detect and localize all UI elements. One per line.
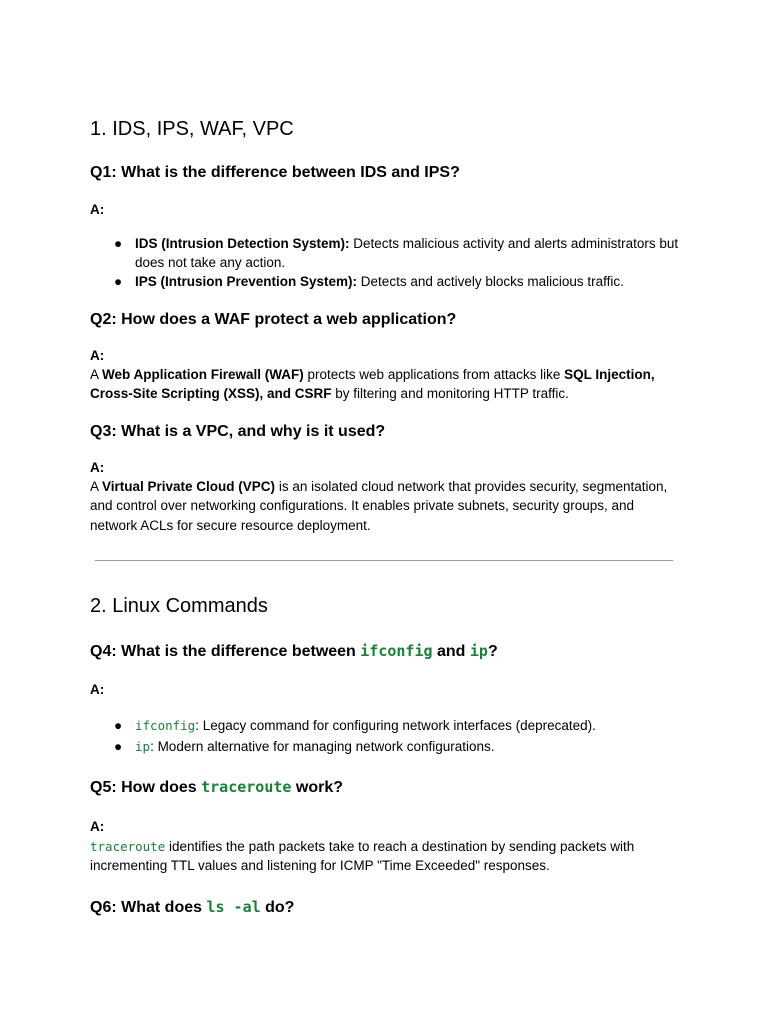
answer-text-q3: [90, 477, 680, 535]
answer-text-q5: [90, 837, 680, 876]
question-text-part: ?: [487, 643, 498, 660]
answer-text-part: A: [90, 367, 103, 382]
section-title-ids-ips-waf-vpc: 1. IDS, IPS, WAF, VPC: [90, 118, 294, 140]
code-traceroute: traceroute: [201, 778, 292, 796]
bullet-icon: ●: [114, 739, 123, 754]
bullet-icon: ●: [114, 718, 123, 733]
code-ifconfig: ifconfig: [360, 642, 433, 660]
code-traceroute: traceroute: [90, 839, 166, 854]
answer-text-part: by filtering and monitoring HTTP traffic.: [331, 386, 569, 402]
answer-text-part: is an isolated cloud network that provides security, segmentation, and control over networking configurations. It enables private subnets, security groups, and network ACLs for secure resource deployment.: [90, 479, 668, 533]
list-item: [90, 234, 680, 272]
definition-ifconfig: : Legacy command for configuring network interfaces (deprecated).: [195, 718, 596, 733]
list-item: [90, 716, 680, 735]
answer-text-part: A: [90, 479, 103, 494]
question-text-part: Q6: What does: [90, 899, 207, 916]
question-text-part: Q5: How does: [90, 779, 202, 796]
attack-types: SQL Injection, Cross-Site Scripting (XSS), and CSRF: [90, 367, 655, 402]
code-ls-al: ls -al: [206, 898, 261, 916]
section-title-linux-commands: 2. Linux Commands: [90, 595, 268, 617]
bullet-icon: ●: [114, 236, 123, 251]
term-ids: IDS (Intrusion Detection System):: [135, 236, 350, 251]
question-q5: [90, 777, 343, 798]
term-ips: IPS (Intrusion Prevention System):: [135, 274, 358, 289]
question-q2: Q2: How does a WAF protect a web application?: [90, 311, 457, 328]
list-item: [90, 737, 680, 756]
answer-text-part: protects web applications from attacks like: [303, 367, 565, 382]
term-vpc: Virtual Private Cloud (VPC): [102, 479, 276, 494]
answer-label-q2: A:: [90, 348, 105, 363]
question-q1: Q1: What is the difference between IDS and IPS?: [90, 164, 460, 181]
answer-text-q2: [90, 365, 680, 404]
definition-ips: Detects and actively blocks malicious traffic.: [357, 274, 624, 289]
bullet-icon: ●: [114, 274, 123, 289]
term-waf: Web Application Firewall (WAF): [102, 367, 304, 382]
definition-ids: Detects malicious activity and alerts administrators but does not take any action.: [135, 236, 679, 270]
list-item: [90, 272, 680, 291]
answer-label-q4: A:: [90, 682, 105, 697]
question-text-part: Q4: What is the difference between: [90, 643, 361, 660]
answer-label-q1: A:: [90, 202, 105, 217]
answer-label-q3: A:: [90, 460, 105, 475]
definition-ip: : Modern alternative for managing network configurations.: [150, 739, 495, 754]
question-q4: [90, 641, 498, 662]
code-ifconfig: ifconfig: [135, 718, 196, 733]
section-divider: [95, 560, 673, 561]
question-q6: [90, 897, 294, 918]
answer-list-q1: [90, 234, 680, 291]
question-q3: Q3: What is a VPC, and why is it used?: [90, 423, 386, 440]
question-text-part: and: [432, 643, 470, 660]
answer-text-part: identifies the path packets take to reach a destination by sending packets with incrementing TTL values and listening for ICMP "Time Exceeded" responses.: [90, 839, 635, 874]
answer-label-q5: A:: [90, 819, 105, 834]
answer-list-q4: [90, 716, 680, 756]
question-text-part: work?: [291, 779, 343, 796]
code-ip: ip: [469, 642, 488, 660]
code-ip: ip: [135, 739, 151, 754]
question-text-part: do?: [260, 899, 295, 916]
